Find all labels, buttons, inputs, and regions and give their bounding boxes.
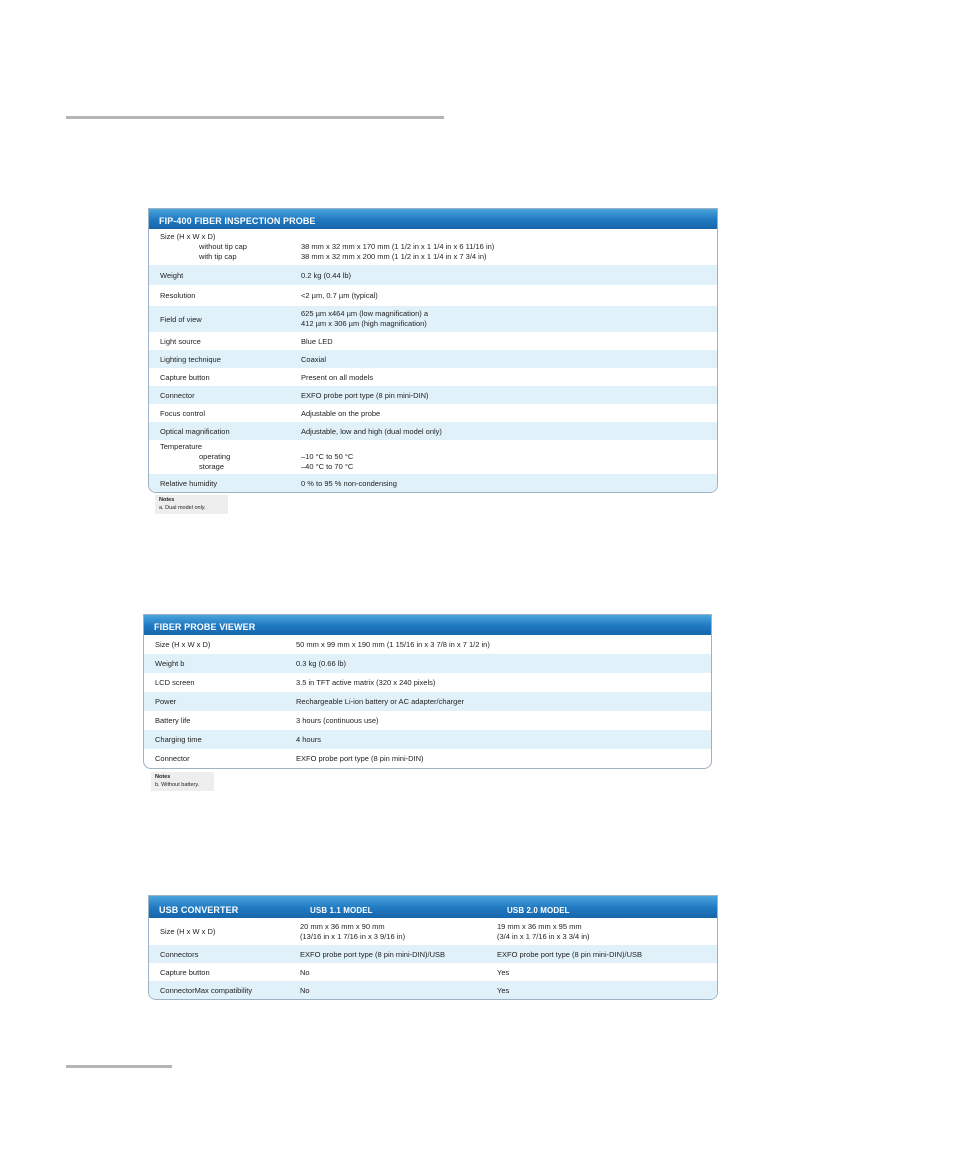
row-sublabel: operating bbox=[199, 452, 231, 461]
row-value: Rechargeable Li-ion battery or AC adapter/charger bbox=[296, 697, 465, 706]
notes-title: Notes bbox=[159, 497, 175, 503]
row-value: EXFO probe port type (8 pin mini-DIN) bbox=[301, 390, 429, 400]
table-header bbox=[149, 209, 717, 229]
row-label: Field of view bbox=[160, 314, 202, 324]
row-value: 50 mm x 99 mm x 190 mm (1 15/16 in x 3 7/8 in x 7 1/2 in) bbox=[296, 640, 490, 649]
row-value: 0 % to 95 % non-condensing bbox=[301, 478, 397, 488]
row-label: Charging time bbox=[155, 735, 202, 744]
row-value: –10 °C to 50 °C bbox=[301, 452, 354, 461]
row-label: Weight bbox=[160, 270, 184, 280]
table-row bbox=[149, 306, 717, 332]
row-value: 412 µm x 306 µm (high magnification) bbox=[301, 319, 427, 328]
table-row bbox=[144, 749, 711, 768]
row-value: 3 hours (continuous use) bbox=[296, 716, 379, 725]
table-header bbox=[144, 615, 711, 635]
row-value: –40 °C to 70 °C bbox=[301, 462, 354, 471]
table-row bbox=[149, 918, 717, 945]
table-row bbox=[149, 981, 717, 999]
note-text: b. Without battery. bbox=[155, 782, 200, 788]
row-value: 0.2 kg (0.44 lb) bbox=[301, 270, 352, 280]
row-label: Temperature bbox=[160, 442, 203, 451]
row-label: Connectors bbox=[160, 949, 199, 959]
table-row bbox=[149, 404, 717, 422]
note-text: a. Dual model only. bbox=[159, 505, 206, 511]
row-value: Adjustable, low and high (dual model only) bbox=[301, 426, 442, 436]
table-row bbox=[149, 945, 717, 963]
table-row bbox=[144, 692, 711, 711]
row-label: Power bbox=[155, 697, 177, 706]
notes-title: Notes bbox=[155, 774, 171, 780]
row-label: Connector bbox=[155, 754, 190, 763]
row-value: 625 µm x464 µm (low magnification) a bbox=[301, 309, 429, 318]
row-value: EXFO probe port type (8 pin mini-DIN)/USB bbox=[497, 949, 643, 959]
table-notes bbox=[151, 772, 214, 791]
column-header: USB 2.0 MODEL bbox=[507, 906, 570, 915]
row-label: Connector bbox=[160, 390, 195, 400]
row-label: Size (H x W x D) bbox=[155, 640, 211, 649]
table-row bbox=[144, 673, 711, 692]
table-row bbox=[144, 654, 711, 673]
viewer-spec-table bbox=[143, 614, 712, 769]
row-value: <2 µm, 0.7 µm (typical) bbox=[301, 291, 378, 300]
row-label: Lighting technique bbox=[160, 354, 221, 364]
row-label: Battery life bbox=[155, 716, 191, 725]
row-label: ConnectorMax compatibility bbox=[160, 985, 253, 995]
row-label: Weight b bbox=[155, 659, 185, 668]
table-row bbox=[149, 332, 717, 350]
table-title: USB CONVERTER bbox=[159, 905, 239, 915]
row-value: No bbox=[300, 985, 310, 995]
row-value: EXFO probe port type (8 pin mini-DIN)/USB bbox=[300, 949, 446, 959]
table-row bbox=[149, 440, 717, 474]
table-row bbox=[149, 422, 717, 440]
row-value: (3/4 in x 1 7/16 in x 3 3/4 in) bbox=[497, 931, 590, 941]
table-row bbox=[149, 386, 717, 404]
row-label: Size (H x W x D) bbox=[160, 232, 216, 241]
row-value: 38 mm x 32 mm x 200 mm (1 1/2 in x 1 1/4 in x 7 3/4 in) bbox=[301, 252, 487, 261]
row-label: Capture button bbox=[160, 967, 210, 977]
row-value: 0.3 kg (0.66 lb) bbox=[296, 659, 347, 668]
footer-rule bbox=[66, 1065, 172, 1068]
table-row bbox=[149, 265, 717, 285]
row-label: LCD screen bbox=[155, 678, 195, 687]
row-label: Light source bbox=[160, 336, 201, 346]
table-body bbox=[144, 635, 711, 768]
row-value: Present on all models bbox=[301, 372, 374, 382]
row-value: Coaxial bbox=[301, 354, 327, 364]
row-label: Relative humidity bbox=[160, 478, 218, 488]
row-label: Focus control bbox=[160, 408, 206, 418]
table-row bbox=[144, 711, 711, 730]
table-row bbox=[149, 350, 717, 368]
table-row bbox=[149, 963, 717, 981]
row-label: Optical magnification bbox=[160, 426, 230, 436]
row-value: Yes bbox=[497, 967, 510, 977]
column-header: USB 1.1 MODEL bbox=[310, 906, 373, 915]
usb-spec-table bbox=[148, 895, 718, 1000]
table-row bbox=[149, 229, 717, 265]
table-title: FIP-400 FIBER INSPECTION PROBE bbox=[159, 216, 316, 226]
row-value: No bbox=[300, 967, 310, 977]
row-sublabel: with tip cap bbox=[199, 252, 237, 261]
row-value: 19 mm x 36 mm x 95 mm bbox=[497, 921, 582, 931]
row-value: 38 mm x 32 mm x 170 mm (1 1/2 in x 1 1/4 in x 6 11/16 in) bbox=[301, 242, 495, 251]
row-label: Size (H x W x D) bbox=[160, 927, 216, 936]
row-value: Yes bbox=[497, 985, 510, 995]
row-sublabel: without tip cap bbox=[199, 242, 247, 251]
table-row bbox=[149, 368, 717, 386]
table-header bbox=[149, 896, 717, 918]
row-label: Resolution bbox=[160, 291, 196, 300]
table-row bbox=[149, 285, 717, 306]
row-value: Adjustable on the probe bbox=[301, 408, 381, 418]
row-sublabel: storage bbox=[199, 462, 225, 471]
row-value: 4 hours bbox=[296, 735, 322, 744]
row-value: 3.5 in TFT active matrix (320 x 240 pixels) bbox=[296, 678, 436, 687]
row-value: Blue LED bbox=[301, 336, 333, 346]
row-value: EXFO probe port type (8 pin mini-DIN) bbox=[296, 754, 424, 763]
row-value: 20 mm x 36 mm x 90 mm bbox=[300, 921, 385, 931]
table-row bbox=[149, 474, 717, 492]
row-label: Capture button bbox=[160, 372, 210, 382]
fip400-spec-table bbox=[148, 208, 718, 493]
table-title: FIBER PROBE VIEWER bbox=[154, 622, 256, 632]
table-row bbox=[144, 635, 711, 654]
row-value: (13/16 in x 1 7/16 in x 3 9/16 in) bbox=[300, 931, 406, 941]
header-rule bbox=[66, 116, 444, 119]
table-notes bbox=[155, 495, 228, 514]
table-row bbox=[144, 730, 711, 749]
